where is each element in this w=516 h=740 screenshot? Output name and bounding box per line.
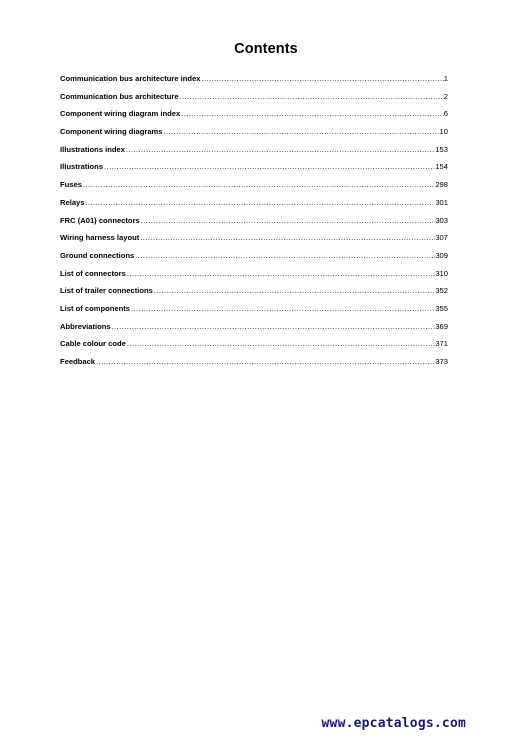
- toc-dot-leader: [130, 304, 435, 313]
- toc-dot-leader: [201, 74, 444, 83]
- toc-entry[interactable]: [60, 127, 448, 145]
- toc-entry[interactable]: [60, 304, 448, 322]
- toc-entry[interactable]: [60, 162, 448, 180]
- toc-entry-page: 10: [439, 127, 448, 137]
- toc-entry-label: List of connectors: [60, 268, 126, 278]
- toc-entry-page: 6: [443, 109, 448, 119]
- toc-entry-page: 153: [435, 144, 448, 154]
- watermark-text: www.epcatalogs.com: [321, 716, 466, 731]
- toc-entry[interactable]: [60, 286, 448, 304]
- toc-entry[interactable]: [60, 145, 448, 163]
- toc-entry-page: 310: [435, 268, 448, 278]
- toc-dot-leader: [125, 145, 435, 154]
- toc-entry-label: Communication bus architecture: [60, 91, 179, 101]
- toc-dot-leader: [179, 92, 444, 101]
- toc-entry-label: List of trailer connections: [60, 286, 153, 296]
- toc-entry[interactable]: [60, 92, 448, 110]
- toc-entry-label: Feedback: [60, 357, 96, 366]
- toc-entry-page: 154: [435, 162, 448, 172]
- toc-dot-leader: [134, 251, 435, 260]
- toc-entry[interactable]: [60, 233, 448, 251]
- toc-entry-label: Illustrations: [60, 162, 104, 172]
- toc-entry-label: Ground connections: [60, 250, 135, 260]
- toc-entry-label: Fuses: [60, 180, 82, 190]
- toc-entry[interactable]: [60, 251, 448, 269]
- toc-entry-label: Cable colour code: [60, 339, 126, 349]
- toc-entry[interactable]: [60, 339, 448, 357]
- toc-dot-leader: [95, 357, 435, 366]
- toc-entry-page: 303: [435, 215, 448, 225]
- toc-dot-leader: [180, 109, 444, 118]
- toc-entry-page: 1: [443, 74, 448, 83]
- toc-entry[interactable]: [60, 180, 448, 198]
- toc-entry[interactable]: [60, 216, 448, 234]
- toc-entry-label: Communication bus architecture index: [60, 74, 201, 83]
- toc-entry-label: List of components: [60, 303, 131, 313]
- toc-entry-label: Component wiring diagrams: [60, 127, 163, 137]
- toc-entry-label: Abbreviations: [60, 321, 111, 331]
- toc-entry-page: 309: [435, 250, 448, 260]
- toc-entry-page: 352: [435, 286, 448, 296]
- toc-entry[interactable]: [60, 322, 448, 340]
- toc-entry[interactable]: [60, 109, 448, 127]
- toc-entry-page: 369: [435, 321, 448, 331]
- toc-dot-leader: [111, 322, 436, 331]
- toc-dot-leader: [139, 233, 435, 242]
- toc-entry-label: Wiring harness layout: [60, 233, 140, 243]
- page-title: Contents: [234, 41, 298, 57]
- toc-dot-leader: [126, 269, 436, 278]
- toc-entry-page: 2: [443, 91, 448, 101]
- toc-entry-page: 355: [435, 303, 448, 313]
- toc-entry-page: 373: [435, 357, 448, 366]
- toc-entry-label: FRC (A01) connectors: [60, 215, 140, 225]
- toc-entry[interactable]: [60, 357, 448, 375]
- toc-entry-label: Illustrations index: [60, 144, 125, 154]
- toc-entry-label: Component wiring diagram index: [60, 109, 181, 119]
- toc-entry-page: 371: [435, 339, 448, 349]
- toc-entry[interactable]: [60, 74, 448, 92]
- toc-dot-leader: [140, 216, 436, 225]
- toc-entry-label: Relays: [60, 197, 85, 207]
- toc-dot-leader: [82, 180, 435, 189]
- toc-dot-leader: [153, 286, 436, 295]
- toc-dot-leader: [126, 339, 436, 348]
- toc-entry[interactable]: [60, 198, 448, 216]
- toc-entry-page: 301: [435, 197, 448, 207]
- toc-entry[interactable]: [60, 269, 448, 287]
- table-of-contents: [60, 74, 448, 375]
- toc-dot-leader: [103, 162, 435, 171]
- toc-entry-page: 298: [435, 180, 448, 190]
- toc-dot-leader: [85, 198, 436, 207]
- toc-entry-page: 307: [435, 233, 448, 243]
- toc-dot-leader: [163, 127, 440, 136]
